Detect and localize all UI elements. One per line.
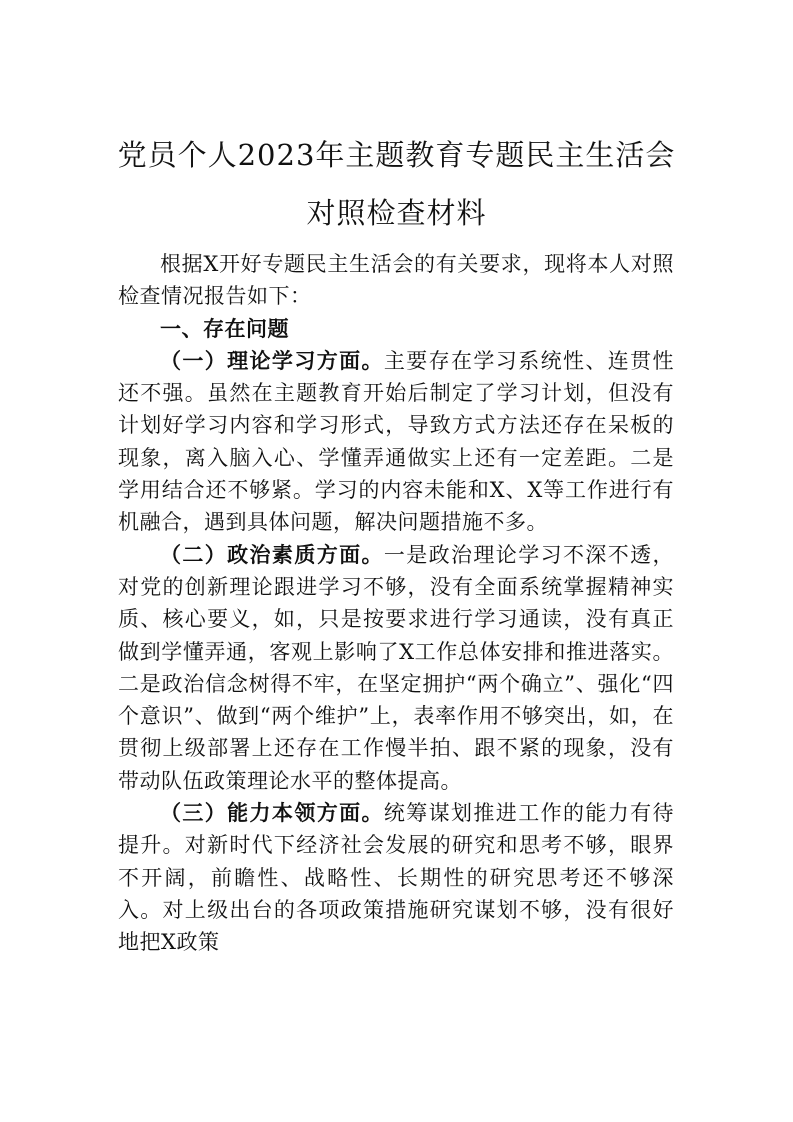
subheading-political-quality: （二）政治素质方面。 [160,541,384,567]
paragraph-theory-study [118,345,674,539]
paragraph-political-quality [118,539,674,797]
paragraph-ability [118,797,674,958]
paragraph-text: 统筹谋划推进工作的能力有待提升。对新时代下经济社会发展的研究和思考不够，眼界不开阔，前瞻性、战略性、长期性的研究思考还不够深入。对上级出台的各项政策措施研究谋划不够，没有很好地把X政策 [118,801,675,955]
document-body [118,248,674,959]
subheading-ability: （三）能力本领方面。 [160,800,384,826]
paragraph-text: 一是政治理论学习不深不透，对党的创新理论跟进学习不够，没有全面系统掌握精神实质、核心要义，如，只是按要求进行学习通读，没有真正做到学懂弄通，客观上影响了X工作总体安排和推进落实。二是政治信念树得不牢，在坚定拥护“两个确立”、强化“四个意识”、做到“两个维护”上，表率作用不够突出，如，在贯彻上级部署上还存在工作慢半拍、跟不紧的现象，没有带动队伍政策理论水平的整体提高。 [118,542,675,793]
document-title-line-1: 党员个人2023年主题教育专题民主生活会 [117,138,676,172]
subheading-theory-study: （一）理论学习方面。 [160,347,384,373]
section-heading-problems: 一、存在问题 [160,316,289,341]
document-title-line-2: 对照检查材料 [306,196,487,230]
paragraph-text: 主要存在学习系统性、连贯性还不强。虽然在主题教育开始后制定了学习计划，但没有计划好学习内容和学习形式，导致方式方法还存在呆板的现象，离入脑入心、学懂弄通做实上还有一定差距。二是学用结合还不够紧。学习的内容未能和X、X等工作进行有机融合，遇到具体问题，解决问题措施不多。 [118,348,675,535]
intro-paragraph: 根据X开好专题民主生活会的有关要求，现将本人对照检查情况报告如下： [118,252,674,309]
